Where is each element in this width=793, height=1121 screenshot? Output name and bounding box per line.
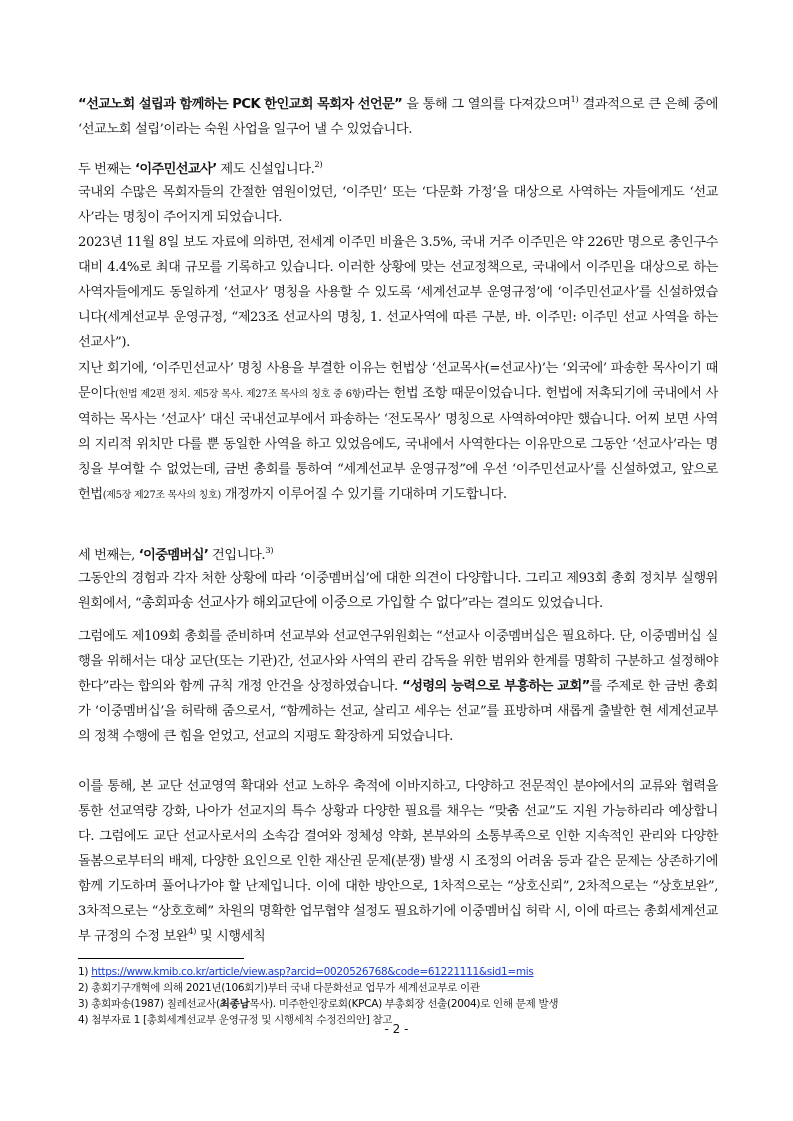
section2-p3-text-b: 라는 헌법 조항 때문이었습니다. 헌법에 저촉되기에 국내에서 사역하는 목사는 ‘선교사’ 대신 국내선교부에서 파송하는 ‘전도목사’ 명칭으로 사역하여야만 했습니다. 어찌 보면 사역의 지리적 위치만 다를 뿐 동일한 사역을 하고 있었음에도, 국내에서 사역한다는 이유만으로 그동안 ‘선교사’라는 명칭을 부여할 수 없었는데, 금번 총회를 통하여 “세계선교부 운영규정”에 우선 ‘이주민선교사’를 신설하였고, 앞으로 헌법: [78, 386, 718, 502]
section3-lead: 세 번째는,: [78, 548, 139, 563]
section2-title: ‘이주민선교사’: [134, 162, 217, 177]
footnote-2: [78, 980, 718, 996]
footnote-text: 첨부자료 1 [총회세계선교부 운영규정 및 시행세칙 수정건의안] 참고: [91, 1014, 393, 1026]
section3-paragraph-1: [78, 566, 718, 616]
section3-paragraph-3: [78, 774, 718, 949]
section3-tail: 건입니다.: [208, 548, 266, 563]
footnote-text-b: 목사). 미주한인장로회(KPCA) 부총회장 선출(2004)로 인해 문제 발생: [249, 998, 559, 1010]
missionary-name: 최종남: [219, 998, 250, 1010]
footnote-ref-2[interactable]: 2): [314, 160, 323, 170]
constitution-reference-1: (헌법 제2편 정치. 제5장 목사. 제27조 목사의 칭호 중 6항): [115, 389, 365, 400]
section2-p3-text-c: 개정까지 이루어질 수 있기를 기대하며 기도합니다.: [220, 487, 507, 502]
section2-p3-text-a: 지난 회기에, ‘이주민선교사’ 명칭 사용을 부결한 이유는 헌법상 ‘선교목사(=선교사)’는 ‘외국에’ 파송한 목사이기 때문이다: [78, 361, 718, 401]
intro-text-a: 을 통해 그 열의를 다져갔으며: [402, 97, 571, 112]
page-number: - 2 -: [384, 1022, 409, 1036]
section3-p2-text-a: 그럼에도 제109회 총회를 준비하며 선교부와 선교연구위원회는 “선교사 이중멤버십은 필요하다. 단, 이중멤버십 실행을 위해서는 대상 교단(또는 기관)간, 선교사와 사역의 관리 감독을 위한 범위와 한계를 명확히 구분하고 설정해야 한다”라는 합의와 함께 규칙 개정 안건을 상정하였습니다.: [78, 629, 718, 694]
footnote-text-a: 총회파송(1987) 칠레선교사(: [91, 998, 220, 1010]
resolution-quote: 총회파송 선교사가 해외교단에 이중으로 가입할 수 없다: [141, 595, 462, 611]
section2-tail: 제도 신설입니다.: [216, 162, 315, 177]
footnote-text: 총회기구개혁에 의해 2021년(106회기)부터 국내 다문화선교 업무가 세계선교부로 이관: [91, 982, 480, 994]
section2-heading: [78, 157, 718, 182]
section3-title: ‘이중멤버십’: [138, 548, 209, 563]
intro-paragraph: [78, 92, 718, 142]
section3-p3-text-b: 및 시행세칙: [196, 929, 266, 944]
footnote-3: [78, 996, 718, 1012]
assembly-theme: “성령의 능력으로 부흥하는 교회”: [402, 679, 590, 694]
footnote-ref-1[interactable]: 1): [570, 95, 579, 105]
section3-p3-text-a: 이를 통해, 본 교단 선교영역 확대와 선교 노하우 축적에 이바지하고, 다양하고 전문적인 분야에서의 교류와 협력을 통한 선교역량 강화, 나아가 선교지의 특수 상황과 다양한 필요를 채우는 “맞춤 선교”도 지원 가능하리라 예상합니다. 그럼에도 교단 선교사로서의 소속감 결여와 정체성 약화, 본부와의 소통부족으로 인한 지속적인 관리와 다양한 돌봄으로부터의 배제, 다양한 요인으로 인한 재산권 문제(분쟁) 발생 시 조정의 어려움 등과 같은 문제는 상존하기에 함께 기도하며 풀어나가야 할 난제입니다. 이에 대한 방안으로, 1차적으로는 “상호신뢰”, 2차적으로는 “상호보완”, 3차적으로는 “상호호혜” 차원의 명확한 업무협약 설정도 필요하기에 이중멤버십 허락 시, 이에 따르는 총회세계선교부 규정의 수정 보완: [78, 779, 718, 944]
footnote-ref-3[interactable]: 3): [265, 546, 274, 556]
section2-paragraph-2: 2023년 11월 8일 보도 자료에 의하면, 전세계 이주민 비율은 3.5%, 국내 거주 이주민은 약 226만 명으로 총인구수 대비 4.4%로 최대 규모를 기록하고 있습니다. 이러한 상황에 맞는 선교정책으로, 국내에서 이주민을 대상으로 하는 사역자들에게도 동일하게 ‘선교사’ 명칭을 사용할 수 있도록 ‘세계선교부 운영규정’에 ‘이주민선교사’를 신설하였습니다(세계선교부 운영규정, “제23조 선교사의 명칭, 1. 선교사역에 따른 구분, 바. 이주민: 이주민 선교 사역을 하는 선교사”).: [78, 235, 718, 350]
intro-text-b: 결과적으로 큰 은혜 중에 ‘선교노회 설립’이라는 숙원 사업을 일구어 낼 수 있었습니다.: [78, 97, 718, 137]
footnotes: [78, 964, 718, 1028]
footnote-number: 2): [78, 982, 89, 994]
article-link[interactable]: https://www.kmib.co.kr/article/view.asp?arcid=0020526768&code=61221111&sid1=mis: [91, 966, 534, 978]
section2-paragraph-1: 국내외 수많은 목회자들의 간절한 염원이었던, ‘이주민’ 또는 ‘다문화 가정’을 대상으로 사역하는 자들에게도 ‘선교사’라는 명칭이 주어지게 되었습니다.: [78, 185, 718, 225]
section3-p2-text-b: 를 주제로 한 금번 총회가 ‘이중멤버십’을 허락해 줌으로서, “함께하는 선교, 살리고 세우는 선교”를 표방하며 새롭게 출발한 현 세계선교부의 정책 수행에 큰 힘을 얻었고, 선교의 지평도 확장하게 되었습니다.: [78, 679, 718, 744]
section2-lead: 두 번째는: [78, 162, 135, 177]
section3-heading: [78, 543, 718, 568]
section3-p1-text-a: 그동안의 경험과 각자 처한 상황에 따라 ‘이중멤버십’에 대한 의견이 다양합니다. 그리고 제93회 총회 정치부 실행위원회에서, “: [78, 571, 718, 611]
footnote-divider: [78, 958, 244, 959]
footnote-ref-4[interactable]: 4): [188, 927, 197, 937]
footnote-number: 3): [78, 998, 89, 1010]
declaration-title: “선교노회 설립과 함께하는 PCK 한인교회 목회자 선언문”: [78, 97, 403, 112]
section3-paragraph-2: [78, 624, 718, 749]
footnote-number: 4): [78, 1014, 89, 1026]
footnote-1: [78, 964, 718, 980]
section2-paragraph-3: [78, 356, 718, 508]
constitution-reference-2: (제5장 제27조 목사의 칭호): [102, 490, 221, 501]
footnote-number: 1): [78, 966, 89, 978]
section3-p1-text-b: ”라는 결의도 있었습니다.: [461, 596, 603, 611]
